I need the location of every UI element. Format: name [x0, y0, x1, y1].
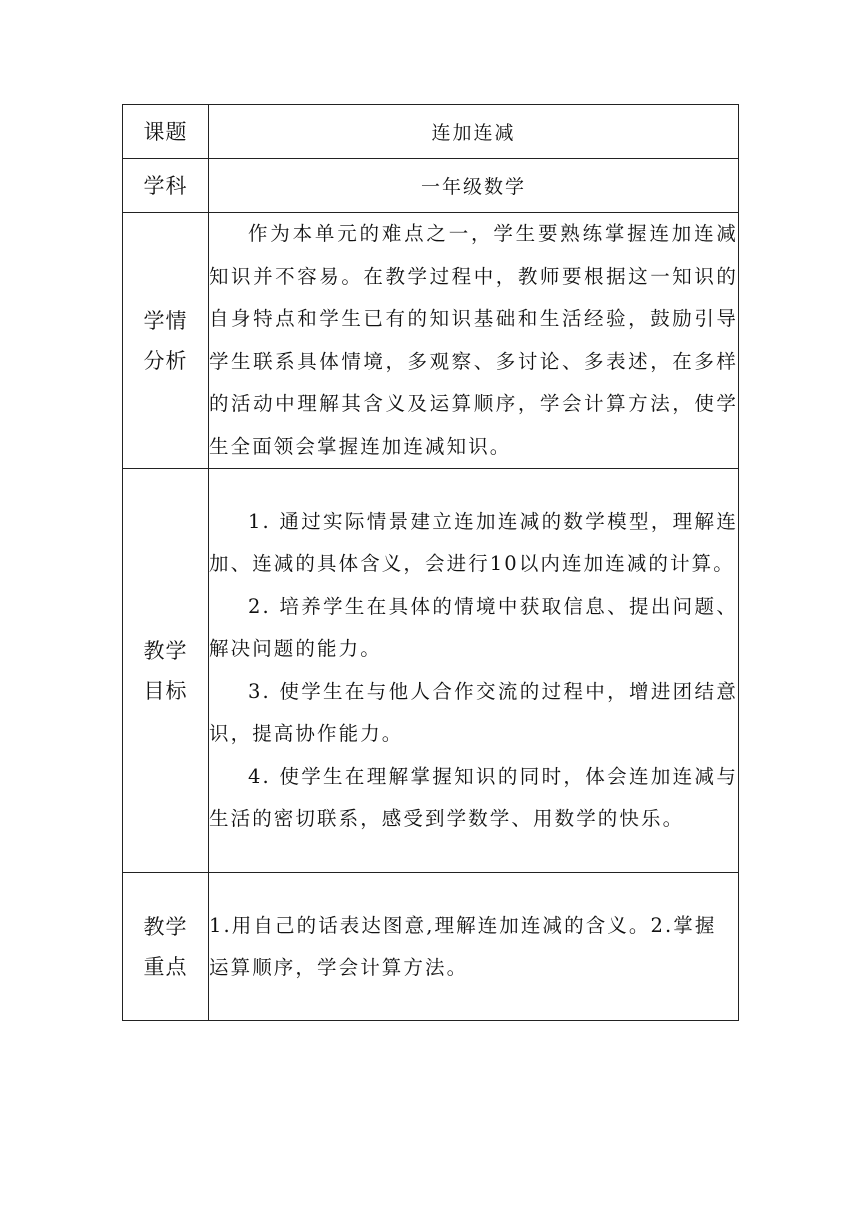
objective-item: 2. 培养学生在具体的情境中获取信息、提出问题、解决问题的能力。: [209, 594, 738, 660]
analysis-paragraph: 作为本单元的难点之一，学生要熟练掌握连加连减知识并不容易。在教学过程中，教师要根据这一知识的自身特点和学生已有的知识基础和生活经验，鼓励引导学生联系具体情境，多观察、多讨论、多表述，在多样的活动中理解其含义及运算顺序，学会计算方法，使学生全面领会掌握连加连减知识。: [209, 222, 738, 458]
topic-label-cell: [123, 105, 209, 159]
objective-item: 1. 通过实际情景建立连加连减的数学模型，理解连加、连减的具体含义，会进行10以内连加连减的计算。: [209, 509, 738, 575]
row-topic: [123, 105, 739, 159]
key-points-paragraph: 1.用自己的话表达图意,理解连加连减的含义。2.掌握运算顺序，学会计算方法。: [209, 913, 717, 979]
row-objectives: [123, 469, 739, 873]
key-points-label-cell: [123, 873, 209, 1021]
key-points-label-line2: 重点: [143, 954, 188, 979]
objective-item: 4. 使学生在理解掌握知识的同时，体会连加连减与生活的密切联系，感受到学数学、用数学的快乐。: [209, 764, 738, 830]
subject-label: 学科: [143, 173, 188, 198]
analysis-text-cell: [209, 213, 739, 469]
topic-value: 连加连减: [209, 105, 739, 159]
analysis-label-cell: [123, 213, 209, 469]
objectives-label-line2: 目标: [143, 678, 188, 703]
row-analysis: [123, 213, 739, 469]
key-points-label-line1: 教学: [143, 914, 188, 939]
topic-label: 课题: [143, 119, 188, 144]
key-points-text-cell: [209, 873, 739, 1021]
objectives-label-cell: [123, 469, 209, 873]
row-key-points: [123, 873, 739, 1021]
subject-label-cell: [123, 159, 209, 213]
lesson-plan-table: [122, 104, 739, 1021]
row-subject: [123, 159, 739, 213]
analysis-label-line1: 学情: [143, 308, 188, 333]
objective-item: 3. 使学生在与他人合作交流的过程中，增进团结意识，提高协作能力。: [209, 679, 738, 745]
objectives-text-cell: [209, 469, 739, 873]
analysis-label-line2: 分析: [143, 348, 188, 373]
subject-value: 一年级数学: [209, 159, 739, 213]
objectives-label-line1: 教学: [143, 638, 188, 663]
